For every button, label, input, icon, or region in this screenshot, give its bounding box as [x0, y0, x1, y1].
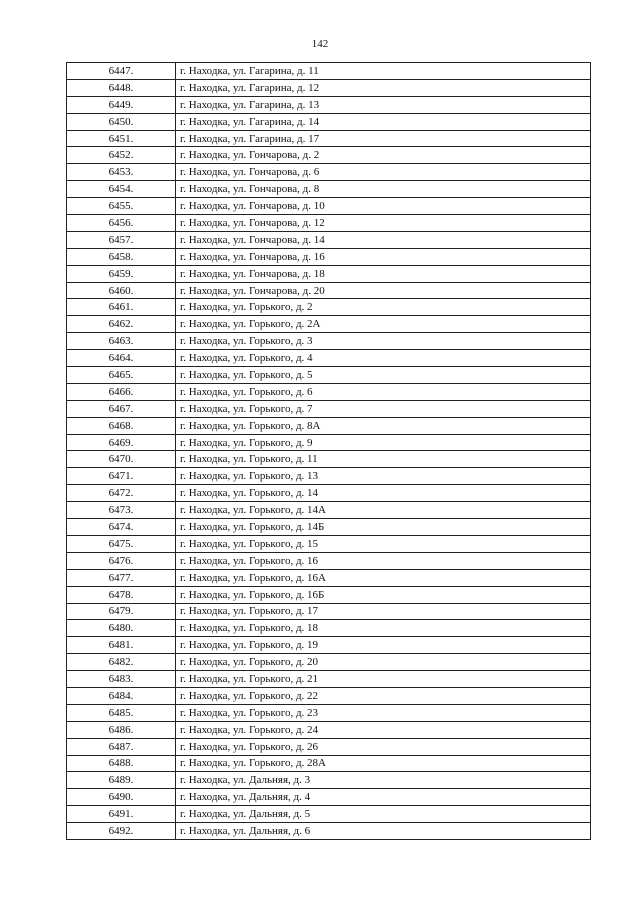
row-address: г. Находка, ул. Гончарова, д. 8	[176, 181, 591, 198]
table-row	[67, 367, 591, 384]
row-number: 6460.	[67, 282, 176, 299]
table-row	[67, 79, 591, 96]
row-address: г. Находка, ул. Горького, д. 9	[176, 434, 591, 451]
row-address: г. Находка, ул. Горького, д. 3	[176, 333, 591, 350]
row-number: 6484.	[67, 687, 176, 704]
row-number: 6488.	[67, 755, 176, 772]
row-address: г. Находка, ул. Гончарова, д. 20	[176, 282, 591, 299]
row-address: г. Находка, ул. Гончарова, д. 10	[176, 198, 591, 215]
table-row	[67, 637, 591, 654]
table-row	[67, 130, 591, 147]
row-number: 6466.	[67, 383, 176, 400]
row-address: г. Находка, ул. Горького, д. 2А	[176, 316, 591, 333]
row-number: 6491.	[67, 806, 176, 823]
row-address: г. Находка, ул. Гагарина, д. 13	[176, 96, 591, 113]
table-row	[67, 755, 591, 772]
row-number: 6456.	[67, 215, 176, 232]
row-address: г. Находка, ул. Горького, д. 16А	[176, 569, 591, 586]
row-address: г. Находка, ул. Горького, д. 4	[176, 350, 591, 367]
row-number: 6478.	[67, 586, 176, 603]
row-address: г. Находка, ул. Горького, д. 16	[176, 552, 591, 569]
row-number: 6482.	[67, 654, 176, 671]
table-row	[67, 519, 591, 536]
table-row	[67, 569, 591, 586]
row-address: г. Находка, ул. Горького, д. 2	[176, 299, 591, 316]
table-row	[67, 687, 591, 704]
row-address: г. Находка, ул. Горького, д. 26	[176, 738, 591, 755]
row-number: 6473.	[67, 502, 176, 519]
row-number: 6475.	[67, 535, 176, 552]
table-row	[67, 113, 591, 130]
row-address: г. Находка, ул. Горького, д. 8А	[176, 417, 591, 434]
table-row	[67, 96, 591, 113]
row-address: г. Находка, ул. Гагарина, д. 11	[176, 63, 591, 80]
table-row	[67, 535, 591, 552]
table-row	[67, 333, 591, 350]
row-address: г. Находка, ул. Горького, д. 19	[176, 637, 591, 654]
table-row	[67, 265, 591, 282]
row-address: г. Находка, ул. Горького, д. 18	[176, 620, 591, 637]
table-row	[67, 502, 591, 519]
table-row	[67, 704, 591, 721]
row-address: г. Находка, ул. Дальняя, д. 5	[176, 806, 591, 823]
row-number: 6448.	[67, 79, 176, 96]
table-row	[67, 231, 591, 248]
row-address: г. Находка, ул. Дальняя, д. 6	[176, 823, 591, 840]
row-number: 6474.	[67, 519, 176, 536]
row-address: г. Находка, ул. Дальняя, д. 3	[176, 772, 591, 789]
row-number: 6490.	[67, 789, 176, 806]
table-row	[67, 586, 591, 603]
row-number: 6454.	[67, 181, 176, 198]
row-number: 6471.	[67, 468, 176, 485]
row-address: г. Находка, ул. Гончарова, д. 12	[176, 215, 591, 232]
table-row	[67, 147, 591, 164]
row-number: 6492.	[67, 823, 176, 840]
row-address: г. Находка, ул. Горького, д. 13	[176, 468, 591, 485]
row-address: г. Находка, ул. Гагарина, д. 12	[176, 79, 591, 96]
row-number: 6477.	[67, 569, 176, 586]
row-address: г. Находка, ул. Гагарина, д. 17	[176, 130, 591, 147]
row-number: 6457.	[67, 231, 176, 248]
row-address: г. Находка, ул. Горького, д. 5	[176, 367, 591, 384]
table-row	[67, 316, 591, 333]
table-row	[67, 215, 591, 232]
table-row	[67, 400, 591, 417]
table-row	[67, 654, 591, 671]
table-row	[67, 738, 591, 755]
table-row	[67, 63, 591, 80]
row-number: 6470.	[67, 451, 176, 468]
row-address: г. Находка, ул. Горького, д. 21	[176, 671, 591, 688]
table-row	[67, 485, 591, 502]
row-number: 6472.	[67, 485, 176, 502]
row-address: г. Находка, ул. Горького, д. 24	[176, 721, 591, 738]
row-address: г. Находка, ул. Гончарова, д. 6	[176, 164, 591, 181]
table-row	[67, 248, 591, 265]
table-row	[67, 772, 591, 789]
row-address: г. Находка, ул. Горького, д. 16Б	[176, 586, 591, 603]
row-number: 6455.	[67, 198, 176, 215]
row-number: 6483.	[67, 671, 176, 688]
row-address: г. Находка, ул. Дальняя, д. 4	[176, 789, 591, 806]
row-address: г. Находка, ул. Горького, д. 22	[176, 687, 591, 704]
row-number: 6452.	[67, 147, 176, 164]
row-address: г. Находка, ул. Гончарова, д. 2	[176, 147, 591, 164]
table-row	[67, 789, 591, 806]
table-row	[67, 823, 591, 840]
row-number: 6468.	[67, 417, 176, 434]
row-number: 6461.	[67, 299, 176, 316]
table-row	[67, 468, 591, 485]
table-row	[67, 806, 591, 823]
row-address: г. Находка, ул. Горького, д. 28А	[176, 755, 591, 772]
row-address: г. Находка, ул. Гончарова, д. 18	[176, 265, 591, 282]
row-number: 6467.	[67, 400, 176, 417]
table-body	[67, 63, 591, 840]
row-number: 6462.	[67, 316, 176, 333]
row-number: 6447.	[67, 63, 176, 80]
row-address: г. Находка, ул. Горького, д. 7	[176, 400, 591, 417]
table-row	[67, 350, 591, 367]
row-number: 6458.	[67, 248, 176, 265]
row-number: 6449.	[67, 96, 176, 113]
table-row	[67, 620, 591, 637]
row-address: г. Находка, ул. Горького, д. 6	[176, 383, 591, 400]
row-address: г. Находка, ул. Горького, д. 14Б	[176, 519, 591, 536]
row-number: 6459.	[67, 265, 176, 282]
row-number: 6464.	[67, 350, 176, 367]
row-number: 6480.	[67, 620, 176, 637]
row-number: 6476.	[67, 552, 176, 569]
row-number: 6450.	[67, 113, 176, 130]
row-number: 6481.	[67, 637, 176, 654]
page-number: 142	[311, 38, 329, 50]
row-number: 6453.	[67, 164, 176, 181]
table-row	[67, 282, 591, 299]
row-number: 6469.	[67, 434, 176, 451]
row-address: г. Находка, ул. Горького, д. 11	[176, 451, 591, 468]
row-address: г. Находка, ул. Горького, д. 20	[176, 654, 591, 671]
table-row	[67, 603, 591, 620]
table-row	[67, 552, 591, 569]
row-address: г. Находка, ул. Горького, д. 14	[176, 485, 591, 502]
address-table	[66, 62, 591, 840]
row-number: 6489.	[67, 772, 176, 789]
table-row	[67, 417, 591, 434]
row-address: г. Находка, ул. Горького, д. 15	[176, 535, 591, 552]
table-row	[67, 299, 591, 316]
row-number: 6465.	[67, 367, 176, 384]
row-number: 6485.	[67, 704, 176, 721]
row-number: 6487.	[67, 738, 176, 755]
row-address: г. Находка, ул. Горького, д. 17	[176, 603, 591, 620]
row-address: г. Находка, ул. Горького, д. 14А	[176, 502, 591, 519]
row-number: 6463.	[67, 333, 176, 350]
table-row	[67, 434, 591, 451]
table-row	[67, 181, 591, 198]
row-address: г. Находка, ул. Гончарова, д. 14	[176, 231, 591, 248]
table-row	[67, 721, 591, 738]
table-row	[67, 671, 591, 688]
table-row	[67, 383, 591, 400]
row-number: 6451.	[67, 130, 176, 147]
table-row	[67, 164, 591, 181]
row-number: 6486.	[67, 721, 176, 738]
row-address: г. Находка, ул. Горького, д. 23	[176, 704, 591, 721]
row-address: г. Находка, ул. Гагарина, д. 14	[176, 113, 591, 130]
table-row	[67, 198, 591, 215]
table-row	[67, 451, 591, 468]
row-address: г. Находка, ул. Гончарова, д. 16	[176, 248, 591, 265]
row-number: 6479.	[67, 603, 176, 620]
